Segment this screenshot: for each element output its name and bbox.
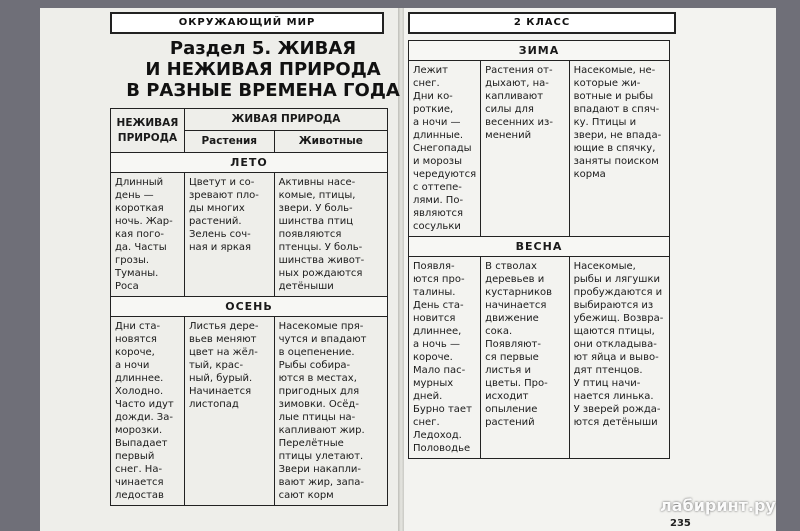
seasons-table-right xyxy=(408,40,670,459)
winter-animals: Насекомые, не- которые жи- вотные и рыбы впадают в спяч- ку. Птицы и звери, не впада- ющие в спячку, заняты поиском корма xyxy=(569,61,669,237)
right-running-header: 2 КЛАСС xyxy=(408,12,676,34)
seasons-table-left xyxy=(110,108,388,506)
section-title xyxy=(118,38,408,101)
winter-plants: Растения от- дыхают, на- капливают силы для весенних из- менений xyxy=(481,61,569,237)
season-autumn: ОСЕНЬ xyxy=(111,297,388,317)
header-nonliving: НЕЖИВАЯ ПРИРОДА xyxy=(111,109,185,153)
season-summer: ЛЕТО xyxy=(111,153,388,173)
page-number: 235 xyxy=(670,518,691,529)
autumn-nonliving: Дни ста- новятся короче, а ночи длиннее. Холодно. Часто идут дожди. За- морозки. Выпадает первый снег. На- чинается ледостав xyxy=(111,317,185,506)
season-spring: ВЕСНА xyxy=(409,237,670,257)
summer-nonliving: Длинный день — короткая ночь. Жар- кая пого- да. Часты грозы. Туманы. Роса xyxy=(111,173,185,297)
summer-plants: Цветут и со- зревают пло- ды многих растений. Зелень соч- ная и яркая xyxy=(184,173,274,297)
header-living: ЖИВАЯ ПРИРОДА xyxy=(184,109,387,131)
spring-nonliving: Появля- ются про- талины. День ста- новится длиннее, а ночь — короче. Мало пас- мурных дней. Бурно тает снег. Ледоход. Половодье xyxy=(409,257,481,459)
spring-plants: В стволах деревьев и кустарников начинается движение сока. Появляют- ся первые листья и цветы. Про- исходит опыление растений xyxy=(481,257,569,459)
spring-animals: Насекомые, рыбы и лягушки пробуждаются и выбираются из убежищ. Возвра- щаются птицы, они откладыва- ют яйца и выво- дят птенцов. У птиц начи- нается линька. У зверей рожда- ются детёныши xyxy=(569,257,669,459)
header-plants: Растения xyxy=(184,131,274,153)
title-line-2: И НЕЖИВАЯ ПРИРОДА xyxy=(145,59,381,80)
winter-nonliving: Лежит снег. Дни ко- роткие, а ночи — длинные. Снегопады и морозы чередуются с оттепе- лями. По- являются сосульки xyxy=(409,61,481,237)
autumn-plants: Листья дере- вьев меняют цвет на жёл- тый, крас- ный, бурый. Начинается листопад xyxy=(184,317,274,506)
title-line-3: В РАЗНЫЕ ВРЕМЕНА ГОДА xyxy=(126,80,400,101)
summer-animals: Активны насе- комые, птицы, звери. У боль- шинства птиц появляются птенцы. У боль- шинства живот- ных рождаются детёныши xyxy=(274,173,387,297)
title-line-1: Раздел 5. ЖИВАЯ xyxy=(169,38,357,59)
watermark: лабиринт.ру xyxy=(660,496,776,515)
season-winter: ЗИМА xyxy=(409,41,670,61)
header-animals: Животные xyxy=(274,131,387,153)
left-running-header: ОКРУЖАЮЩИЙ МИР xyxy=(110,12,384,34)
autumn-animals: Насекомые пря- чутся и впадают в оцепенение. Рыбы собира- ются в местах, пригодных для зимовки. Осёд- лые птицы на- капливают жир. Перелётные птицы улетают. Звери накапли- вают жир, запа- сают корм xyxy=(274,317,387,506)
